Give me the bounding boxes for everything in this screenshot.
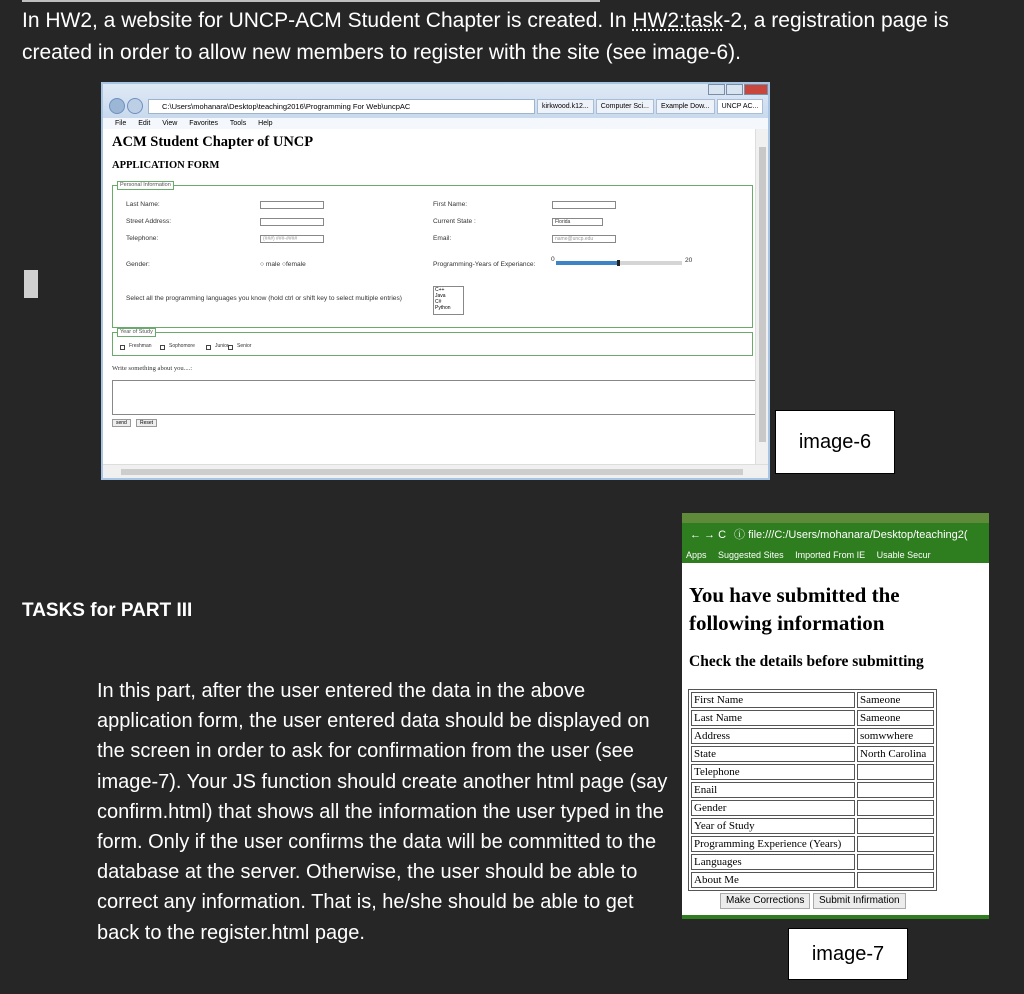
bookmarks-bar: [682, 547, 989, 563]
reset-button[interactable]: Reset: [136, 419, 157, 427]
email-label: Email:: [433, 235, 452, 242]
intro-link[interactable]: HW2:task: [632, 9, 724, 32]
language-option[interactable]: Java: [435, 293, 446, 299]
table-row: [691, 782, 934, 798]
tasks-heading: TASKS for PART III: [22, 600, 193, 621]
row-label: Programming Experience (Years): [691, 836, 855, 852]
row-label: First Name: [691, 692, 855, 708]
menu-edit[interactable]: Edit: [138, 120, 151, 127]
url-text: file:///C:/Users/mohanara/Desktop/teaching2(: [748, 529, 968, 541]
menu-view[interactable]: View: [162, 120, 178, 127]
intro-text-2: -2, a registration page is created in order to allow new members to register with the site (see image-6).: [22, 9, 949, 64]
forward-icon[interactable]: [127, 98, 143, 114]
email-input[interactable]: name@uncp.edu: [552, 235, 616, 243]
send-button[interactable]: send: [112, 419, 131, 427]
languages-label: Select all the programming languages you know (hold ctrl or shift key to select multiple entries): [126, 295, 402, 302]
intro-paragraph: [22, 5, 1012, 69]
bookmark-apps[interactable]: Apps: [686, 550, 707, 560]
row-value: [857, 818, 934, 834]
row-label: Languages: [691, 854, 855, 870]
radio-male-icon[interactable]: ○: [260, 261, 264, 268]
row-label: Address: [691, 728, 855, 744]
scroll-thumb[interactable]: [759, 147, 766, 442]
top-divider: [22, 0, 600, 2]
gender-radio-group: [260, 261, 306, 268]
tab-uncp-ac[interactable]: UNCP AC...: [717, 99, 764, 114]
row-label: State: [691, 746, 855, 762]
hscroll-thumb[interactable]: [121, 469, 743, 475]
last-name-input[interactable]: [260, 201, 324, 209]
state-select[interactable]: Florida: [552, 218, 603, 226]
slider-min: 0: [551, 256, 555, 263]
row-value: [857, 836, 934, 852]
male-label: male: [265, 261, 281, 268]
chrome-bottom-bar: [682, 915, 989, 919]
table-row: [691, 710, 934, 726]
text-cursor: [24, 270, 38, 298]
image6-caption: image-6: [775, 410, 895, 474]
row-label: Enail: [691, 782, 855, 798]
first-name-label: First Name:: [433, 201, 468, 208]
gender-label: Gender:: [126, 261, 150, 268]
table-row: [691, 800, 934, 816]
experience-slider[interactable]: [556, 261, 682, 265]
url-bar[interactable]: [734, 523, 968, 547]
make-corrections-button[interactable]: Make Corrections: [720, 893, 810, 909]
chrome-tabstrip: [682, 513, 989, 523]
row-value: [857, 764, 934, 780]
last-name-label: Last Name:: [126, 201, 160, 208]
application-form-page: [103, 129, 757, 464]
personal-info-legend: Personal Information: [117, 181, 174, 190]
senior-label: Senior: [237, 343, 252, 349]
table-row: [691, 692, 934, 708]
street-label: Street Address:: [126, 218, 172, 225]
row-value: [857, 782, 934, 798]
chrome-browser-screenshot: [682, 513, 989, 919]
maximize-icon[interactable]: [726, 84, 743, 95]
slider-thumb[interactable]: [617, 260, 620, 266]
bookmark-suggested-sites[interactable]: Suggested Sites: [718, 550, 784, 560]
sophomore-checkbox[interactable]: [160, 345, 165, 350]
row-label: Year of Study: [691, 818, 855, 834]
close-icon[interactable]: [744, 84, 768, 95]
form-title: APPLICATION FORM: [112, 160, 220, 171]
tab-example-dow[interactable]: Example Dow...: [656, 99, 715, 114]
year-legend: Year of Study: [117, 328, 156, 337]
table-row: [691, 728, 934, 744]
first-name-input[interactable]: [552, 201, 616, 209]
year-fieldset: [112, 332, 753, 356]
female-label: female: [285, 261, 306, 268]
row-value: Sameone: [857, 692, 934, 708]
intro-text-1: In HW2, a website for UNCP-ACM Student Chapter is created. In: [22, 9, 633, 32]
image7-caption: image-7: [788, 928, 908, 980]
bookmark-usable-secur[interactable]: Usable Secur: [876, 550, 931, 560]
table-row: [691, 764, 934, 780]
ie-browser-screenshot: [101, 82, 770, 480]
table-row: [691, 854, 934, 870]
row-label: Gender: [691, 800, 855, 816]
freshman-checkbox[interactable]: [120, 345, 125, 350]
nav-icons[interactable]: ← → C: [690, 529, 727, 541]
about-textarea[interactable]: [112, 380, 758, 415]
address-bar[interactable]: C:\Users\mohanara\Desktop\teaching2016\Programming For Web\uncpAC: [148, 99, 535, 114]
table-row: [691, 872, 934, 888]
chrome-toolbar: [682, 523, 989, 547]
row-value: [857, 872, 934, 888]
menu-tools[interactable]: Tools: [229, 120, 247, 127]
telephone-label: Telephone:: [126, 235, 159, 242]
ie-titlebar: [103, 84, 768, 118]
info-icon: ⓘ: [734, 529, 749, 541]
programming-years-label: Programming-Years of Experiance:: [433, 261, 536, 268]
state-label: Current State :: [433, 218, 476, 225]
row-value: somwwhere: [857, 728, 934, 744]
row-value: Sameone: [857, 710, 934, 726]
row-value: North Carolina: [857, 746, 934, 762]
menu-help[interactable]: Help: [258, 120, 273, 127]
row-label: Last Name: [691, 710, 855, 726]
table-row: [691, 818, 934, 834]
radio-female-icon[interactable]: ○: [281, 261, 286, 268]
junior-label: Junior: [215, 343, 229, 349]
bookmark-imported-from-ie[interactable]: Imported From IE: [795, 550, 866, 560]
language-option[interactable]: C#: [435, 299, 442, 305]
senior-checkbox[interactable]: [228, 345, 233, 350]
freshman-label: Freshman: [129, 343, 152, 349]
table-row: [691, 836, 934, 852]
slider-max: 20: [685, 257, 693, 264]
back-icon[interactable]: [109, 98, 125, 114]
slider-fill: [556, 261, 619, 265]
submit-information-button[interactable]: Submit Infirmation: [813, 893, 906, 909]
row-value: [857, 854, 934, 870]
menu-favorites[interactable]: Favorites: [189, 120, 219, 127]
table-row: [691, 746, 934, 762]
row-label: Telephone: [691, 764, 855, 780]
menu-file[interactable]: File: [115, 120, 127, 127]
street-input[interactable]: [260, 218, 324, 226]
tasks-paragraph: In this part, after the user entered the data in the above application form, the user entered data should be displayed on the screen in order to ask for confirmation from the user (see image-7). Your JS function should create another html page (say confirm.html) that shows all the information the user typed in the form. Only if the user confirms the data will be committed to the database at the server. Otherwise, the user should be able to correct any information. That is, he/she should be able to get back to the register.html page.: [97, 680, 668, 944]
confirm-heading: You have submitted the following information: [689, 583, 900, 635]
page-title: ACM Student Chapter of UNCP: [112, 134, 314, 150]
ie-tab-strip: [537, 99, 765, 114]
minimize-icon[interactable]: [708, 84, 725, 95]
row-label: About Me: [691, 872, 855, 888]
ie-menubar: [103, 118, 768, 129]
about-label: Write something about you....:: [112, 365, 193, 372]
confirmation-table: [688, 689, 937, 891]
telephone-input[interactable]: (###) ###-####: [260, 235, 324, 243]
languages-listbox[interactable]: [433, 286, 464, 315]
horizontal-scrollbar[interactable]: [103, 464, 768, 478]
junior-checkbox[interactable]: [206, 345, 211, 350]
language-option[interactable]: Python: [435, 305, 451, 311]
vertical-scrollbar[interactable]: [755, 129, 768, 464]
language-option[interactable]: C++: [435, 287, 445, 293]
tab-kirkwood[interactable]: kirkwood.k12...: [537, 99, 594, 114]
sophomore-label: Sophomore: [169, 343, 195, 349]
confirm-subheading: Check the details before submitting: [689, 653, 924, 670]
tab-computer-sci[interactable]: Computer Sci...: [596, 99, 654, 114]
row-value: [857, 800, 934, 816]
